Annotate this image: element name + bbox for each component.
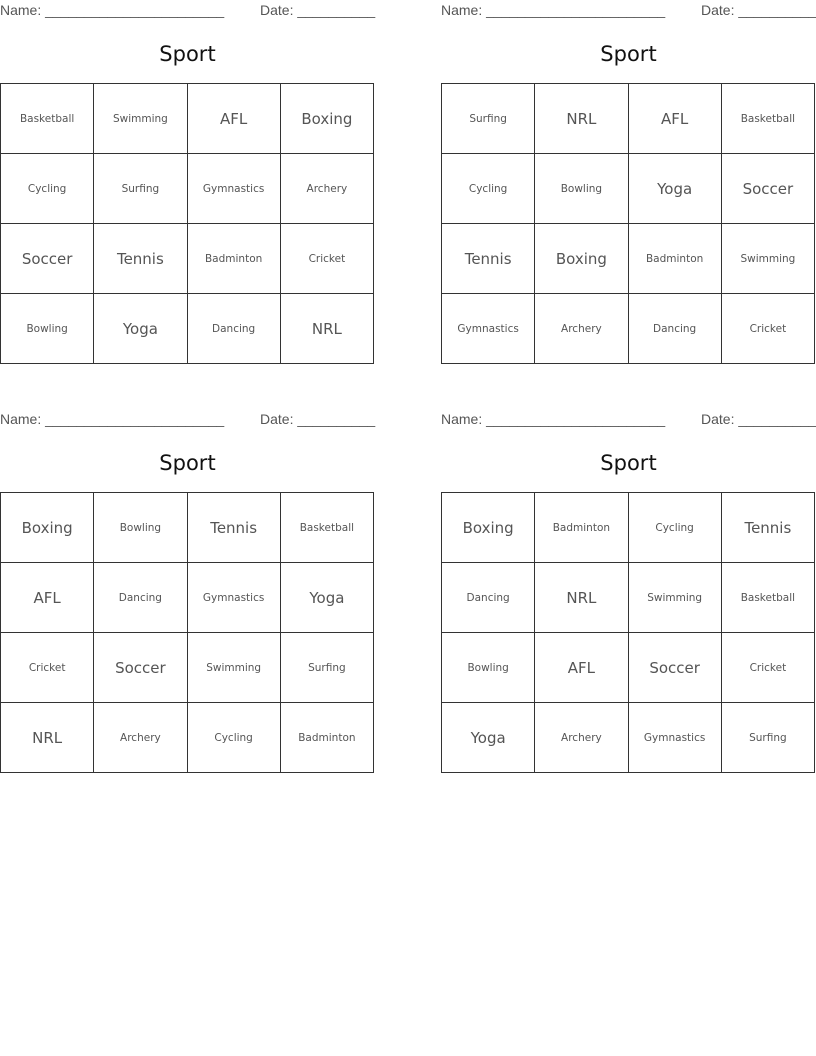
name-field: Name: _______________________: [441, 411, 666, 427]
name-field: Name: _______________________: [0, 2, 225, 18]
date-field: Date: __________: [260, 411, 376, 427]
bingo-cell: Archery: [280, 154, 373, 224]
bingo-cell: Yoga: [628, 154, 721, 224]
bingo-cell: Cricket: [280, 224, 373, 294]
bingo-cell: NRL: [280, 294, 373, 364]
bingo-cell: Swimming: [628, 563, 721, 633]
bingo-cell: Cricket: [721, 633, 814, 703]
grid-row: [1, 703, 374, 773]
bingo-cell: Cycling: [1, 154, 94, 224]
grid-row: [1, 84, 374, 154]
bingo-cell: Dancing: [442, 563, 535, 633]
card-title: Sport: [159, 42, 216, 66]
bingo-cell: Cricket: [1, 633, 94, 703]
bingo-card: [441, 0, 816, 335]
bingo-cell: Basketball: [721, 84, 814, 154]
bingo-cell: Badminton: [628, 224, 721, 294]
grid-row: [1, 294, 374, 364]
bingo-cell: AFL: [535, 633, 628, 703]
card-header: [441, 2, 816, 20]
bingo-cell: Archery: [94, 703, 187, 773]
bingo-cell: Yoga: [442, 703, 535, 773]
bingo-cell: Gymnastics: [187, 563, 280, 633]
card-title: Sport: [159, 451, 216, 475]
bingo-cell: Bowling: [442, 633, 535, 703]
grid-row: [442, 154, 815, 224]
bingo-cell: Tennis: [721, 493, 814, 563]
name-field: Name: _______________________: [441, 2, 666, 18]
bingo-grid: [441, 83, 815, 364]
bingo-cell: Swimming: [94, 84, 187, 154]
bingo-grid: [441, 492, 815, 773]
bingo-cell: Basketball: [721, 563, 814, 633]
bingo-cell: AFL: [628, 84, 721, 154]
bingo-card: [441, 409, 816, 747]
bingo-cell: Dancing: [628, 294, 721, 364]
bingo-cell: Basketball: [1, 84, 94, 154]
bingo-cell: Cycling: [628, 493, 721, 563]
bingo-cell: Tennis: [187, 493, 280, 563]
grid-row: [442, 294, 815, 364]
bingo-cell: Swimming: [721, 224, 814, 294]
grid-row: [442, 633, 815, 703]
bingo-cell: Badminton: [535, 493, 628, 563]
bingo-cell: Soccer: [1, 224, 94, 294]
bingo-cell: Cricket: [721, 294, 814, 364]
bingo-cell: Basketball: [280, 493, 373, 563]
card-header: [0, 2, 375, 20]
bingo-cell: Yoga: [280, 563, 373, 633]
card-header: [441, 411, 816, 429]
bingo-cell: Boxing: [535, 224, 628, 294]
bingo-card: [0, 409, 376, 747]
name-field: Name: _______________________: [0, 411, 225, 427]
bingo-cell: Surfing: [94, 154, 187, 224]
bingo-cell: Gymnastics: [628, 703, 721, 773]
bingo-cell: AFL: [1, 563, 94, 633]
bingo-cell: Bowling: [1, 294, 94, 364]
grid-row: [1, 563, 374, 633]
grid-row: [442, 224, 815, 294]
grid-row: [1, 633, 374, 703]
grid-row: [1, 154, 374, 224]
bingo-cell: Bowling: [94, 493, 187, 563]
bingo-cell: NRL: [535, 563, 628, 633]
date-field: Date: __________: [260, 2, 376, 18]
bingo-cell: Dancing: [187, 294, 280, 364]
bingo-cell: Gymnastics: [187, 154, 280, 224]
bingo-cell: Gymnastics: [442, 294, 535, 364]
bingo-cell: Tennis: [442, 224, 535, 294]
bingo-cell: AFL: [187, 84, 280, 154]
grid-row: [442, 84, 815, 154]
bingo-cell: Dancing: [94, 563, 187, 633]
bingo-cell: Soccer: [721, 154, 814, 224]
bingo-cell: Bowling: [535, 154, 628, 224]
grid-row: [442, 703, 815, 773]
grid-row: [1, 224, 374, 294]
bingo-cell: Surfing: [721, 703, 814, 773]
bingo-cell: Swimming: [187, 633, 280, 703]
card-title: Sport: [600, 451, 657, 475]
bingo-cell: Archery: [535, 703, 628, 773]
bingo-grid: [0, 83, 374, 364]
grid-row: [442, 563, 815, 633]
grid-row: [1, 493, 374, 563]
date-field: Date: __________: [701, 2, 816, 18]
bingo-cell: Yoga: [94, 294, 187, 364]
bingo-cell: NRL: [535, 84, 628, 154]
bingo-cell: Tennis: [94, 224, 187, 294]
bingo-cell: Badminton: [280, 703, 373, 773]
card-header: [0, 411, 375, 429]
bingo-card: [0, 0, 376, 338]
bingo-cell: Soccer: [628, 633, 721, 703]
bingo-cell: Cycling: [187, 703, 280, 773]
bingo-cell: Boxing: [1, 493, 94, 563]
bingo-cell: Cycling: [442, 154, 535, 224]
bingo-cell: Boxing: [280, 84, 373, 154]
date-field: Date: __________: [701, 411, 816, 427]
bingo-cell: NRL: [1, 703, 94, 773]
grid-row: [442, 493, 815, 563]
bingo-cell: Soccer: [94, 633, 187, 703]
bingo-cell: Surfing: [442, 84, 535, 154]
bingo-cell: Archery: [535, 294, 628, 364]
bingo-cell: Badminton: [187, 224, 280, 294]
bingo-cell: Boxing: [442, 493, 535, 563]
bingo-grid: [0, 492, 374, 773]
card-title: Sport: [600, 42, 657, 66]
bingo-cell: Surfing: [280, 633, 373, 703]
